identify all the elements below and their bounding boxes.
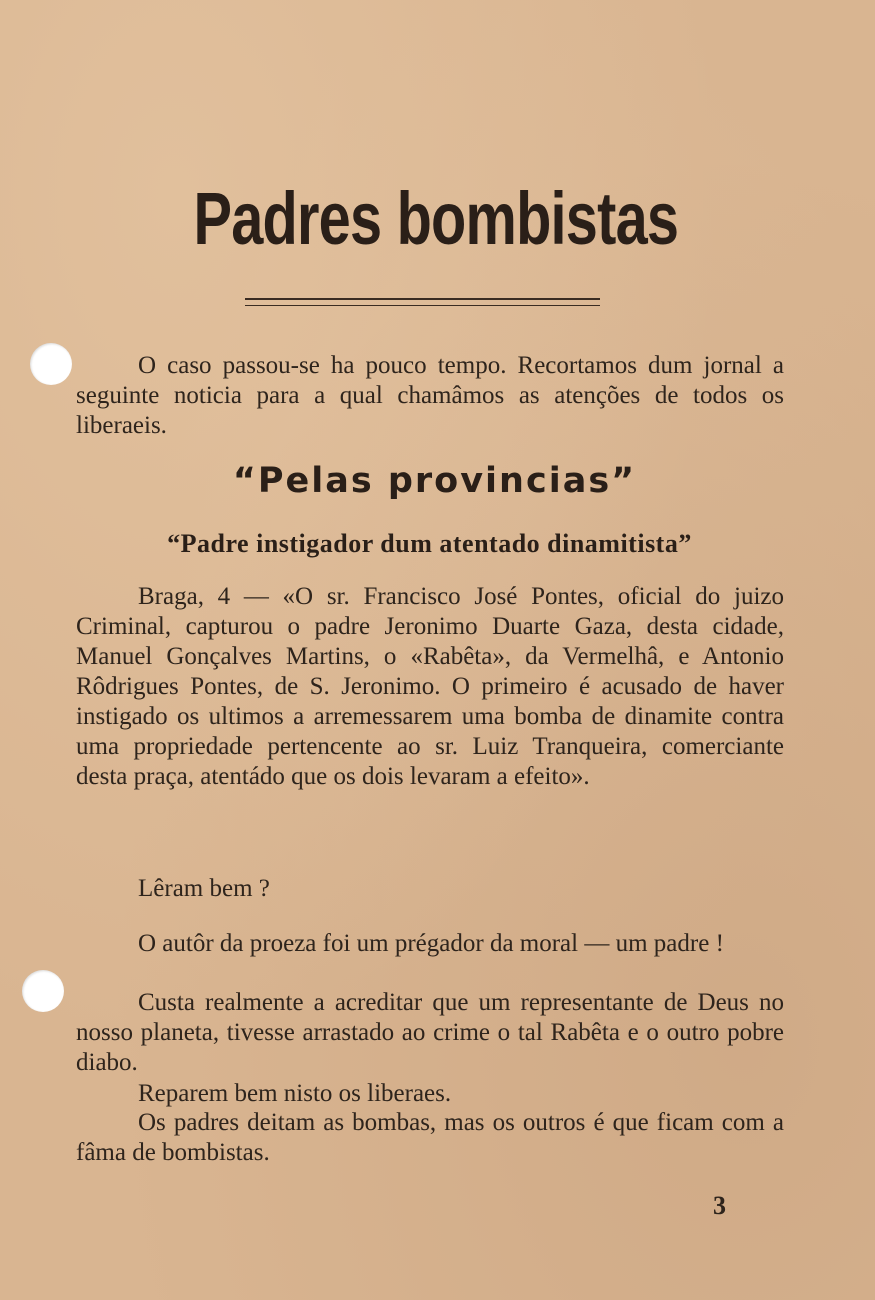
quote-heading: “Padre instigador dum atentado dinamitista” [167, 529, 692, 558]
comment-paragraph: Reparem bem nisto os liberaes. [138, 1080, 452, 1107]
title-divider [245, 298, 600, 306]
punch-hole [22, 970, 64, 1012]
intro-paragraph: O caso passou-se ha pouco tempo. Recortamos dum jornal a seguinte noticia para a qual chamâmos as atenções de todos os liberaeis. [76, 352, 784, 439]
comment-paragraph: O autôr da proeza foi um prégador da moral — um padre ! [138, 930, 724, 957]
page-title: Padres bombistas [193, 177, 679, 260]
page-number: 3 [713, 1191, 726, 1220]
question-paragraph: Lêram bem ? [138, 875, 270, 902]
comment-paragraph: Os padres deitam as bombas, mas os outros é que ficam com a fâma de bombistas. [76, 1109, 784, 1166]
quote-title: “Pelas provincias” [232, 461, 637, 501]
article-paragraph: Braga, 4 — «O sr. Francisco José Pontes, oficial do juizo Criminal, capturou o padre Jeronimo Duarte Gaza, desta cidade, Manuel Gonçalves Martins, o «Rabêta», da Vermelhâ, e Antonio Rôdrigues Pontes, de S. Jeronimo. O primeiro é acusado de haver instigado os ultimos a arremessarem uma bomba de dinamite contra uma propriedade pertencente ao sr. Luiz Tranqueira, comerciante desta praça, atentádo que os dois levaram a efeito». [76, 583, 784, 790]
punch-hole [30, 343, 72, 385]
comment-paragraph: Custa realmente a acreditar que um representante de Deus no nosso planeta, tivesse arrastado ao crime o tal Rabêta e o outro pobre diabo. [76, 989, 784, 1076]
